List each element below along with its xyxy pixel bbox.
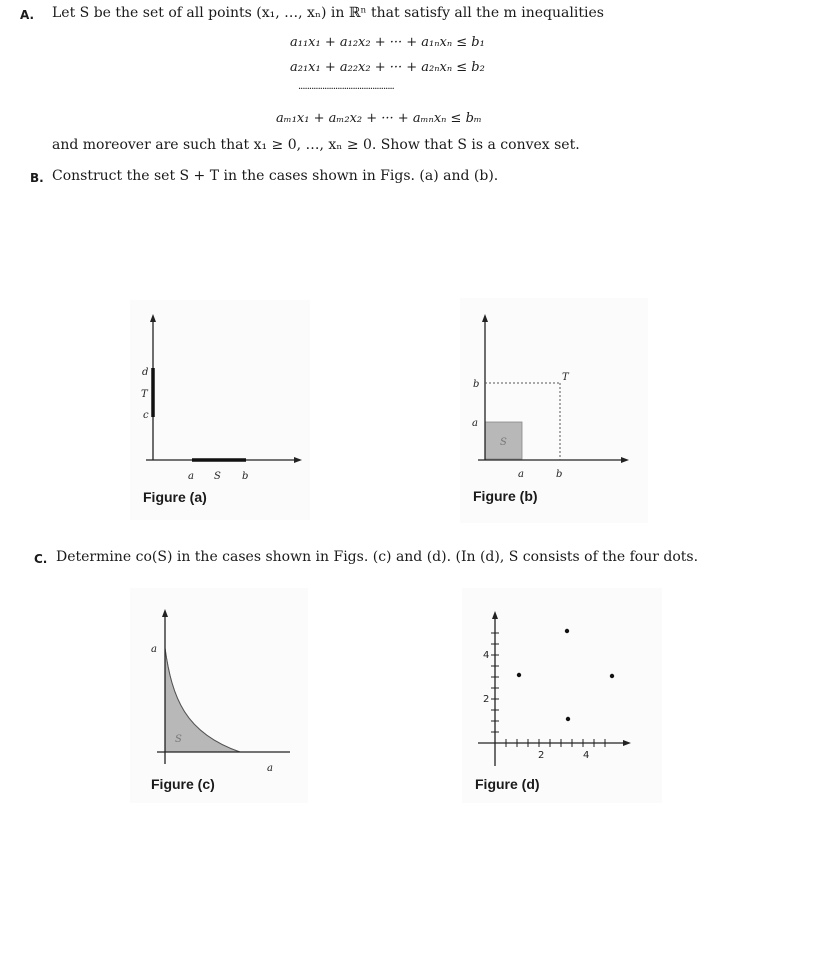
figure-d-tick-label-y4: 4	[483, 650, 490, 661]
figure-b-label-a-y: a	[472, 418, 478, 429]
inequality-ellipsis: ············································	[298, 84, 394, 95]
figure-a-caption: Figure (a)	[143, 489, 207, 505]
figure-a-label-a: a	[188, 471, 194, 482]
figure-b-label-a-x: a	[518, 469, 524, 480]
figure-d-tick-label-x4: 4	[583, 750, 590, 761]
part-b-label: B.	[30, 171, 44, 185]
figure-d-point	[517, 673, 521, 677]
figure-c-label-s: S	[175, 734, 182, 745]
figure-b-label-t: T	[562, 372, 569, 383]
figure-d-x-arrow	[623, 740, 631, 746]
figure-a-y-arrow	[150, 314, 156, 322]
figure-c	[130, 588, 308, 803]
figure-b-label-s: S	[500, 437, 507, 448]
figure-a-label-s: S	[214, 471, 221, 482]
part-a-label: A.	[20, 8, 35, 22]
figure-b-label-b-x: b	[556, 469, 563, 480]
figure-a-label-t: T	[141, 389, 148, 400]
figure-c-label-a-y: a	[151, 644, 157, 655]
figure-d-point	[565, 629, 569, 633]
figure-a-label-b: b	[242, 471, 249, 482]
inequality-2: a₂₁x₁ + a₂₂x₂ + ··· + a₂ₙxₙ ≤ b₂	[290, 60, 485, 75]
part-c-text: Determine co(S) in the cases shown in Figs. (c) and (d). (In (d), S consists of the four dots.	[56, 549, 699, 565]
figure-a-label-d: d	[142, 367, 149, 378]
figure-d	[462, 588, 662, 803]
part-b-text: Construct the set S + T in the cases shown in Figs. (a) and (b).	[52, 168, 499, 184]
figure-b-y-arrow	[482, 314, 488, 322]
figure-d-tick-label-y2: 2	[483, 694, 490, 705]
part-a-intro: Let S be the set of all points (x₁, …, xₙ) in ℝⁿ that satisfy all the m inequalities	[52, 5, 604, 21]
part-a-conclusion: and moreover are such that x₁ ≥ 0, …, xₙ ≥ 0. Show that S is a convex set.	[52, 137, 580, 153]
figure-c-y-arrow	[162, 609, 168, 617]
figure-c-label-a-x: a	[267, 763, 273, 774]
part-c-label: C.	[34, 552, 48, 566]
figure-d-caption: Figure (d)	[475, 776, 540, 792]
figure-d-y-arrow	[492, 611, 498, 619]
figure-c-caption: Figure (c)	[151, 776, 215, 792]
figure-b-caption: Figure (b)	[473, 488, 538, 504]
figure-d-point	[610, 674, 614, 678]
figure-b-label-b-y: b	[473, 379, 480, 390]
inequality-m: aₘ₁x₁ + aₘ₂x₂ + ··· + aₘₙxₙ ≤ bₘ	[276, 111, 482, 126]
figure-b-x-arrow	[621, 457, 629, 463]
figure-a	[130, 300, 310, 520]
figure-a-x-arrow	[294, 457, 302, 463]
figure-d-tick-label-x2: 2	[538, 750, 545, 761]
figure-a-label-c: c	[143, 410, 149, 421]
figure-d-point	[566, 717, 570, 721]
inequality-1: a₁₁x₁ + a₁₂x₂ + ··· + a₁ₙxₙ ≤ b₁	[290, 35, 485, 50]
